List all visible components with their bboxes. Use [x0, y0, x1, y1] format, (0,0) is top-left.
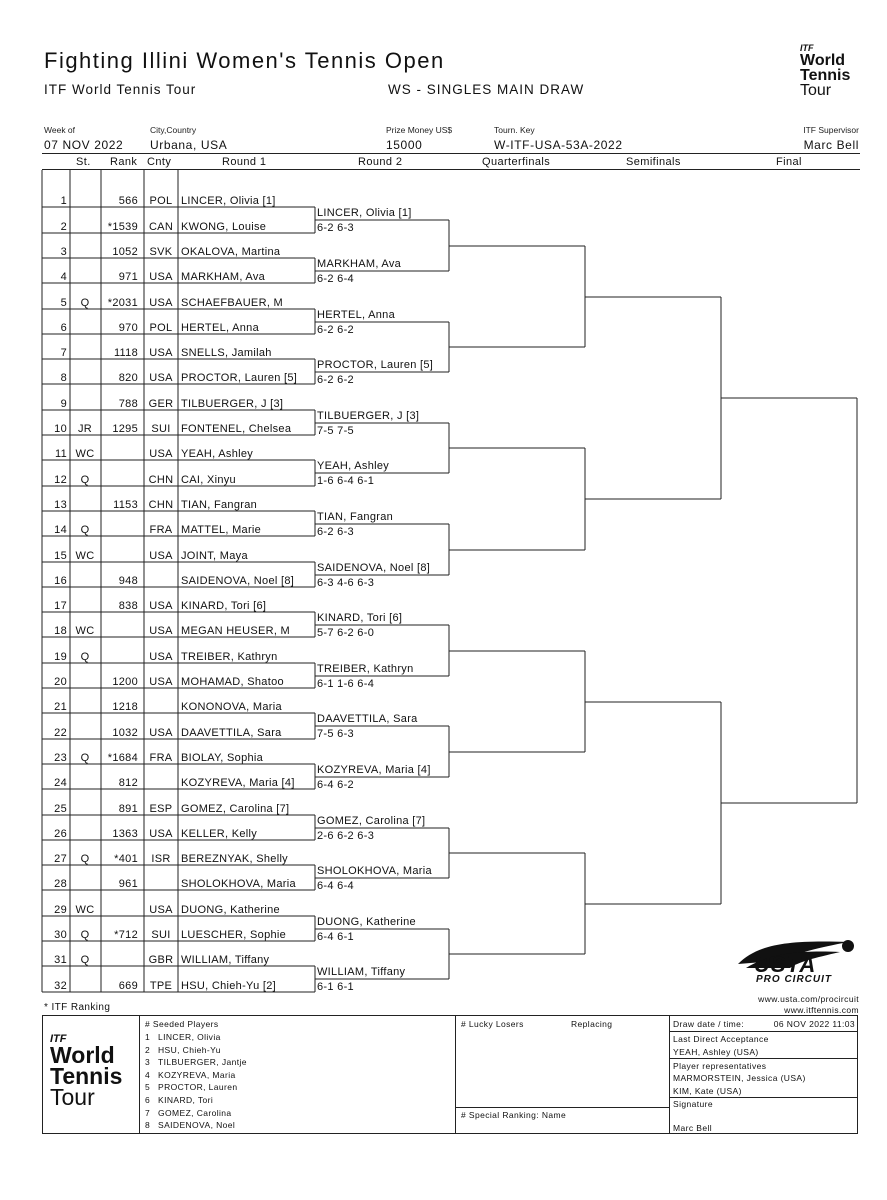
- entry-rank: 566: [118, 195, 138, 207]
- seed-number: 7: [145, 1107, 151, 1118]
- entry-number: 8: [60, 372, 67, 384]
- footer-divider-1: [139, 1015, 140, 1134]
- entry-number: 14: [54, 524, 67, 536]
- round2-winner-name: DAAVETTILA, Sara: [317, 713, 418, 725]
- round2-score: 6-2 6-2: [317, 324, 354, 336]
- entry-country: TPE: [149, 980, 173, 992]
- entry-player-name: SNELLS, Jamilah: [181, 347, 272, 359]
- round2-winner-name: MARKHAM, Ava: [317, 258, 402, 270]
- lda-value: YEAH, Ashley (USA): [673, 1047, 759, 1057]
- reps-label: Player representatives: [673, 1061, 767, 1071]
- entry-player-name: LUESCHER, Sophie: [181, 929, 287, 941]
- city-label: City,Country: [150, 125, 197, 135]
- entry-rank: *712: [114, 929, 138, 941]
- usta-brand: USTA: [754, 952, 817, 977]
- entry-player-name: KELLER, Kelly: [181, 828, 258, 840]
- entry-player-name: KINARD, Tori [6]: [181, 600, 267, 612]
- entry-player-name: KOZYREVA, Maria [4]: [181, 777, 295, 789]
- entry-country: USA: [149, 271, 173, 283]
- entry-rank: 838: [118, 600, 138, 612]
- round2-winner-name: HERTEL, Anna: [317, 309, 395, 321]
- round2-score: 6-2 6-3: [317, 526, 354, 538]
- entry-country: USA: [149, 904, 173, 916]
- round2-score: 6-2 6-3: [317, 222, 354, 234]
- entry-country: USA: [149, 347, 173, 359]
- round2-winner-name: WILLIAM, Tiffany: [317, 966, 406, 978]
- entry-player-name: TIAN, Fangran: [181, 499, 258, 511]
- supervisor-label: ITF Supervisor: [803, 125, 859, 135]
- entry-status: JR: [77, 423, 93, 435]
- entry-rank: 1032: [112, 727, 138, 739]
- entry-player-name: MARKHAM, Ava: [181, 271, 266, 283]
- entry-player-name: MOHAMAD, Shatoo: [181, 676, 284, 688]
- entry-player-name: HSU, Chieh-Yu [2]: [181, 980, 276, 992]
- col-final: Final: [776, 156, 802, 168]
- itf-logo-top-mark: ITF: [800, 43, 814, 53]
- seed-name: SAIDENOVA, Noel: [158, 1120, 236, 1131]
- rep-2: KIM, Kate (USA): [673, 1086, 742, 1096]
- entry-player-name: TILBUERGER, J [3]: [181, 398, 284, 410]
- round2-score: 1-6 6-4 6-1: [317, 475, 375, 487]
- seed-number: 4: [145, 1069, 151, 1080]
- entry-rank: 1118: [113, 347, 138, 359]
- entry-player-name: CAI, Xinyu: [181, 474, 236, 486]
- entry-rank: 971: [118, 271, 138, 283]
- entry-country: POL: [149, 322, 173, 334]
- entry-number: 2: [60, 221, 67, 233]
- itf-ranking-note: * ITF Ranking: [44, 1002, 111, 1013]
- round2-score: 7-5 7-5: [317, 425, 354, 437]
- tour-name: ITF World Tennis Tour: [44, 82, 197, 97]
- usta-logo: [728, 934, 860, 986]
- entry-player-name: MEGAN HEUSER, M: [181, 625, 291, 637]
- entry-country: USA: [149, 297, 173, 309]
- entry-number: 15: [54, 550, 67, 562]
- round2-winner-name: TREIBER, Kathryn: [317, 663, 414, 675]
- entry-number: 19: [54, 651, 67, 663]
- footer-rule-2: [669, 1058, 858, 1059]
- entry-country: USA: [149, 651, 173, 663]
- entry-player-name: YEAH, Ashley: [181, 448, 254, 460]
- draw-date-value: 06 NOV 2022 11:03: [773, 1019, 855, 1029]
- entry-rank: 820: [118, 372, 138, 384]
- round2-winner-name: TILBUERGER, J [3]: [317, 410, 420, 422]
- itf-logo-top-line3: Tour: [800, 82, 832, 99]
- itf-logo-top-line1: World: [800, 52, 846, 69]
- entry-player-name: GOMEZ, Carolina [7]: [181, 803, 290, 815]
- entry-country: USA: [149, 727, 173, 739]
- seed-name: LINCER, Olivia: [158, 1032, 221, 1042]
- round2-score: 5-7 6-2 6-0: [317, 627, 375, 639]
- seed-name: KINARD, Tori: [158, 1095, 214, 1105]
- entry-number: 27: [54, 853, 67, 865]
- entry-country: USA: [149, 625, 173, 637]
- entry-rank: 1295: [112, 423, 138, 435]
- entry-player-name: JOINT, Maya: [181, 550, 248, 562]
- itf-logo-bottom-line2: Tennis: [50, 1063, 123, 1089]
- entry-player-name: FONTENEL, Chelsea: [181, 423, 292, 435]
- entry-player-name: PROCTOR, Lauren [5]: [181, 372, 298, 384]
- seed-name: KOZYREVA, Maria: [158, 1069, 236, 1080]
- round2-winner-name: LINCER, Olivia [1]: [317, 207, 412, 219]
- footer-rule-1: [669, 1031, 858, 1032]
- entry-player-name: SCHAEFBAUER, M: [181, 297, 283, 309]
- week-value: 07 NOV 2022: [44, 138, 124, 152]
- event-name: WS - SINGLES MAIN DRAW: [388, 82, 585, 97]
- entry-rank: 1153: [113, 499, 138, 511]
- entry-status: Q: [80, 752, 90, 764]
- entry-player-name: DUONG, Katherine: [181, 904, 280, 916]
- col-quarterfinals: Quarterfinals: [482, 156, 551, 168]
- entry-player-name: KWONG, Louise: [181, 221, 267, 233]
- round2-score: 6-3 4-6 6-3: [317, 577, 375, 589]
- round2-score: 6-4 6-2: [317, 779, 354, 791]
- entry-status: Q: [80, 954, 90, 966]
- entry-number: 29: [54, 904, 67, 916]
- round2-winner-name: GOMEZ, Carolina [7]: [317, 815, 426, 827]
- prize-value: 15000: [386, 138, 423, 152]
- col-semifinals: Semifinals: [626, 156, 681, 168]
- seeded-header: # Seeded Players: [145, 1019, 219, 1029]
- entry-number: 22: [54, 727, 67, 739]
- footer-divider-2: [455, 1015, 456, 1134]
- footer-rule-3: [669, 1097, 858, 1098]
- round2-winner-name: TIAN, Fangran: [317, 511, 394, 523]
- entry-number: 1: [60, 195, 67, 207]
- itf-logo-bottom-mark: ITF: [50, 1033, 67, 1045]
- entry-country: USA: [149, 550, 173, 562]
- entry-player-name: TREIBER, Kathryn: [181, 651, 278, 663]
- usta-url[interactable]: www.usta.com/procircuit: [758, 994, 859, 1004]
- entry-number: 28: [54, 878, 67, 890]
- entry-country: USA: [149, 676, 173, 688]
- entry-country: POL: [149, 195, 173, 207]
- entry-player-name: OKALOVA, Martina: [181, 246, 281, 258]
- entry-number: 6: [60, 322, 67, 334]
- replacing-header: Replacing: [571, 1019, 613, 1029]
- rep-1: MARMORSTEIN, Jessica (USA): [673, 1073, 806, 1083]
- itf-logo-bottom: [50, 1034, 136, 1108]
- entry-country: ISR: [151, 853, 171, 865]
- entry-rank: *1684: [107, 752, 138, 764]
- round2-winner-name: KOZYREVA, Maria [4]: [317, 764, 431, 776]
- entry-status: WC: [75, 904, 95, 916]
- seed-number: 2: [145, 1044, 151, 1055]
- entry-rank: 948: [118, 575, 138, 587]
- entry-status: WC: [75, 625, 95, 637]
- seed-number: 3: [145, 1057, 151, 1068]
- round2-winner-name: KINARD, Tori [6]: [317, 612, 403, 624]
- seed-name: HSU, Chieh-Yu: [158, 1044, 221, 1055]
- key-value: W-ITF-USA-53A-2022: [494, 138, 623, 152]
- lucky-losers-header: # Lucky Losers: [461, 1019, 524, 1029]
- entry-country: SUI: [151, 929, 171, 941]
- col-rank: Rank: [110, 156, 138, 168]
- prize-label: Prize Money US$: [386, 125, 453, 135]
- entry-status: WC: [75, 550, 95, 562]
- usta-tagline: PRO CIRCUIT: [756, 974, 832, 985]
- entry-country: SVK: [149, 246, 173, 258]
- seed-name: TILBUERGER, Jantje: [158, 1057, 247, 1068]
- entry-number: 31: [54, 954, 67, 966]
- entry-player-name: MATTEL, Marie: [181, 524, 262, 536]
- round2-score: 6-2 6-4: [317, 273, 354, 285]
- entry-player-name: WILLIAM, Tiffany: [181, 954, 270, 966]
- entry-status: Q: [80, 297, 90, 309]
- entry-country: USA: [149, 448, 173, 460]
- round2-score: 6-4 6-4: [317, 880, 354, 892]
- entry-player-name: BIOLAY, Sophia: [181, 752, 264, 764]
- entry-player-name: DAAVETTILA, Sara: [181, 727, 282, 739]
- entry-rank: 961: [118, 878, 138, 890]
- entry-country: GER: [148, 398, 174, 410]
- entry-number: 9: [60, 398, 67, 410]
- entry-rank: 1218: [112, 701, 138, 713]
- entry-number: 30: [54, 929, 67, 941]
- entry-player-name: LINCER, Olivia [1]: [181, 195, 276, 207]
- col-cnty: Cnty: [147, 156, 172, 168]
- entry-country: FRA: [149, 752, 173, 764]
- seed-number: 5: [145, 1082, 151, 1093]
- entry-country: USA: [149, 372, 173, 384]
- round2-score: 7-5 6-3: [317, 728, 354, 740]
- round2-winner-name: SAIDENOVA, Noel [8]: [317, 562, 431, 574]
- round2-winner-name: YEAH, Ashley: [317, 460, 390, 472]
- itf-logo-top-line2: Tennis: [800, 67, 851, 84]
- round2-winner-name: PROCTOR, Lauren [5]: [317, 359, 434, 371]
- entry-country: CHN: [148, 499, 174, 511]
- entry-status: Q: [80, 853, 90, 865]
- round2-winner-name: SHOLOKHOVA, Maria: [317, 865, 432, 877]
- seed-number: 1: [145, 1032, 151, 1042]
- key-label: Tourn. Key: [494, 125, 535, 135]
- signature-label: Signature: [673, 1099, 713, 1109]
- entry-rank: 1200: [112, 676, 138, 688]
- seed-name: GOMEZ, Carolina: [158, 1107, 232, 1118]
- supervisor-value: Marc Bell: [803, 138, 859, 152]
- entry-rank: 891: [118, 803, 138, 815]
- entry-rank: 669: [118, 980, 138, 992]
- entry-player-name: BEREZNYAK, Shelly: [181, 853, 288, 865]
- entry-player-name: HERTEL, Anna: [181, 322, 259, 334]
- round2-score: 2-6 6-2 6-3: [317, 830, 375, 842]
- round2-score: 6-1 1-6 6-4: [317, 678, 375, 690]
- round2-score: 6-1 6-1: [317, 981, 354, 993]
- col-round1: Round 1: [222, 156, 267, 168]
- entry-player-name: KONONOVA, Maria: [181, 701, 282, 713]
- entry-number: 25: [54, 803, 67, 815]
- entry-rank: 1052: [112, 246, 138, 258]
- entry-status: WC: [75, 448, 95, 460]
- entry-status: Q: [80, 929, 90, 941]
- entry-country: SUI: [151, 423, 171, 435]
- entry-player-name: SHOLOKHOVA, Maria: [181, 878, 296, 890]
- itf-url[interactable]: www.itftennis.com: [784, 1005, 859, 1015]
- city-value: Urbana, USA: [150, 138, 228, 152]
- entry-number: 17: [54, 600, 67, 612]
- draw-date-label: Draw date / time:: [673, 1019, 745, 1029]
- round2-score: 6-2 6-2: [317, 374, 354, 386]
- entry-number: 4: [60, 271, 67, 283]
- seed-number: 8: [145, 1120, 151, 1131]
- entry-number: 3: [60, 246, 67, 258]
- week-label: Week of: [44, 125, 76, 135]
- entry-number: 16: [54, 575, 67, 587]
- entry-number: 18: [54, 625, 67, 637]
- entry-player-name: SAIDENOVA, Noel [8]: [181, 575, 295, 587]
- entry-country: USA: [149, 828, 173, 840]
- entry-rank: 970: [118, 322, 138, 334]
- tournament-title: Fighting Illini Women's Tennis Open: [44, 48, 445, 73]
- footer-divider-3: [669, 1015, 670, 1134]
- entry-number: 5: [60, 297, 67, 309]
- special-ranking-rule: [455, 1107, 669, 1108]
- entry-country: CAN: [148, 221, 174, 233]
- entry-number: 7: [60, 347, 67, 359]
- entry-rank: 788: [118, 398, 138, 410]
- col-round2: Round 2: [358, 156, 403, 168]
- entry-country: CHN: [148, 474, 174, 486]
- entry-rank: 812: [118, 777, 138, 789]
- entry-rank: *401: [114, 853, 138, 865]
- seed-name: PROCTOR, Lauren: [158, 1082, 238, 1093]
- entry-number: 11: [54, 448, 67, 460]
- entry-country: USA: [149, 600, 173, 612]
- entry-country: FRA: [149, 524, 173, 536]
- entry-number: 21: [54, 701, 67, 713]
- signature-value: Marc Bell: [673, 1123, 713, 1133]
- entry-number: 32: [54, 980, 67, 992]
- col-st: St.: [76, 156, 91, 168]
- lda-label: Last Direct Acceptance: [673, 1034, 769, 1044]
- entry-rank: *2031: [107, 297, 138, 309]
- entry-status: Q: [80, 651, 90, 663]
- entry-country: GBR: [148, 954, 174, 966]
- itf-logo-bottom-line3: Tour: [50, 1084, 95, 1110]
- seed-number: 6: [145, 1095, 151, 1105]
- entry-number: 26: [54, 828, 67, 840]
- round2-winner-name: DUONG, Katherine: [317, 916, 416, 928]
- entry-status: Q: [80, 474, 90, 486]
- special-ranking-header: # Special Ranking: Name: [461, 1110, 567, 1120]
- entry-country: ESP: [149, 803, 173, 815]
- entry-rank: 1363: [112, 828, 138, 840]
- entry-number: 12: [54, 474, 67, 486]
- entry-number: 10: [54, 423, 67, 435]
- entry-number: 24: [54, 777, 67, 789]
- itf-logo-bottom-line1: World: [50, 1042, 115, 1068]
- entry-rank: *1539: [107, 221, 138, 233]
- round2-score: 6-4 6-1: [317, 931, 354, 943]
- entry-number: 13: [54, 499, 67, 511]
- entry-number: 20: [54, 676, 67, 688]
- entry-status: Q: [80, 524, 90, 536]
- entry-number: 23: [54, 752, 67, 764]
